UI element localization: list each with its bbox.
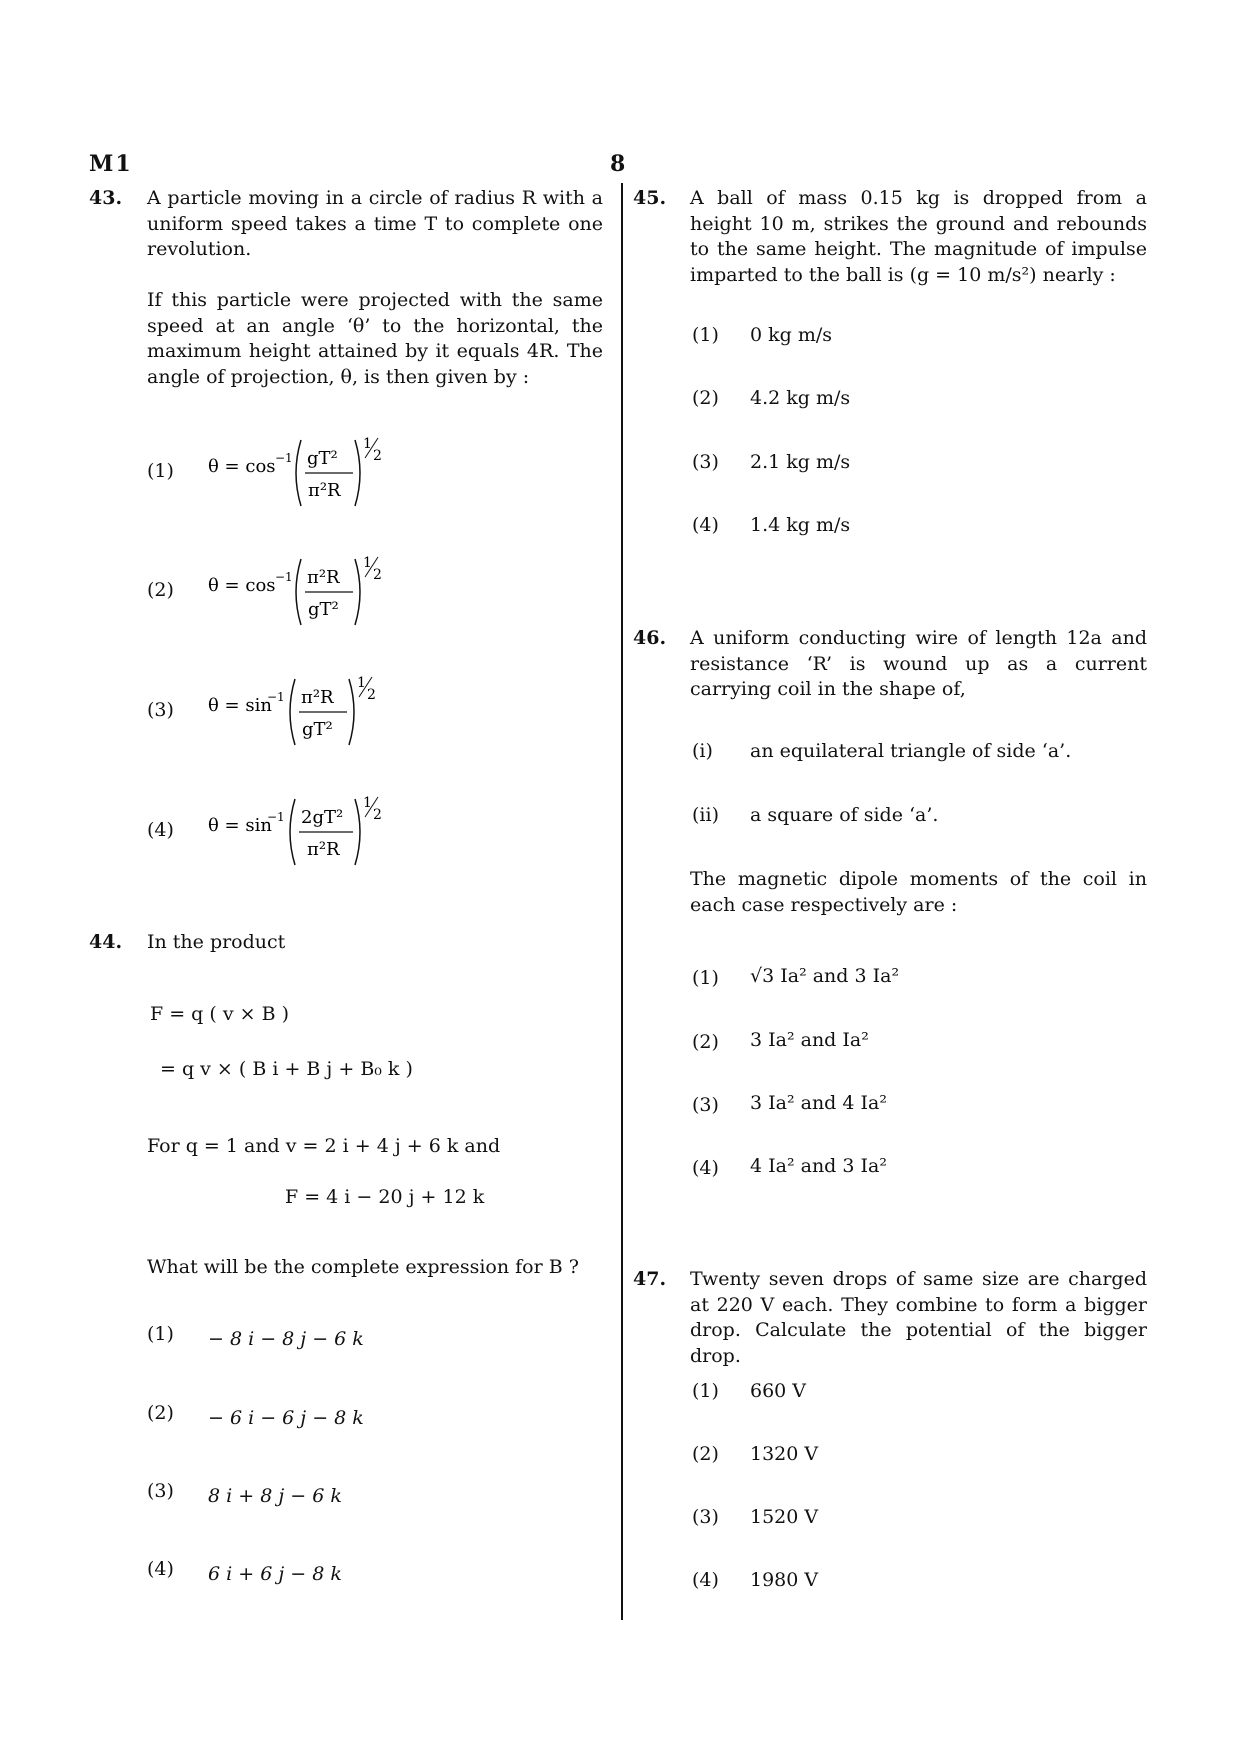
option-text: − 8 i − 8 j − 6 k <box>208 1328 364 1350</box>
option-number: (3) <box>692 451 719 473</box>
svg-text:1: 1 <box>357 675 366 691</box>
q44-equation-1: F = q ( v × B ) <box>150 1003 289 1025</box>
option-number: (1) <box>692 1380 719 1402</box>
option-number: (1) <box>147 1323 174 1345</box>
option-text: 4 Ia² and 3 Ia² <box>750 1155 887 1177</box>
q43-option-4-formula <box>205 787 405 877</box>
q43-option-3-formula <box>205 667 405 757</box>
lhs: θ = cos <box>208 456 276 477</box>
column-divider <box>621 183 623 1620</box>
q43-option-1-formula <box>205 428 405 518</box>
svg-text:θ = sin: θ = sin <box>208 695 272 716</box>
q43-number: 43. <box>89 187 123 209</box>
q47-stem: Twenty seven drops of same size are charged at 220 V each. They combine to form a bigger drop. Calculate the potential of the bigger drop. <box>690 1268 1147 1367</box>
option-text: 8 i + 8 j − 6 k <box>208 1485 342 1507</box>
svg-text:−1: −1 <box>275 451 293 465</box>
q44-number: 44. <box>89 931 123 953</box>
svg-text:2: 2 <box>373 567 382 583</box>
svg-text:θ = cos: θ = cos <box>208 575 276 596</box>
option-number: (3) <box>147 1480 174 1502</box>
svg-text:π²R: π²R <box>307 567 340 588</box>
denominator: π²R <box>308 480 341 501</box>
svg-text:−1: −1 <box>267 690 285 704</box>
option-text: − 6 i − 6 j − 8 k <box>208 1407 364 1429</box>
svg-text:gT²: gT² <box>308 599 339 620</box>
option-text: √3 Ia² and 3 Ia² <box>750 965 900 987</box>
q44-question: What will be the complete expression for B ? <box>147 1256 579 1278</box>
option-text: 4.2 kg m/s <box>750 387 851 409</box>
svg-text:−1: −1 <box>267 810 285 824</box>
option-text: 1320 V <box>750 1443 819 1465</box>
option-text: 1520 V <box>750 1506 819 1528</box>
svg-text:1: 1 <box>363 555 372 571</box>
option-number: (1) <box>692 967 719 989</box>
q45-stem: A ball of mass 0.15 kg is dropped from a height 10 m, strikes the ground and rebounds to the same height. The magnitude of impulse imparted to the ball is (g = 10 m/s²) nearly : <box>690 187 1147 286</box>
numerator: gT² <box>307 448 338 469</box>
item-text: a square of side ‘a’. <box>750 804 939 826</box>
q44-given-1: For q = 1 and v = 2 i + 4 j + 6 k and <box>147 1135 501 1157</box>
q43-stem: A particle moving in a circle of radius R with a uniform speed takes a time T to complete one revolution. <box>147 187 603 260</box>
option-number: (4) <box>147 819 174 841</box>
option-number: (2) <box>147 579 174 601</box>
svg-text:2: 2 <box>367 687 376 703</box>
option-text: 0 kg m/s <box>750 324 833 346</box>
svg-text:2: 2 <box>373 807 382 823</box>
q44-stem: In the product <box>147 931 286 953</box>
option-number: (2) <box>692 1031 719 1053</box>
svg-text:1: 1 <box>363 436 372 452</box>
option-number: (2) <box>692 1443 719 1465</box>
option-number: (4) <box>692 514 719 536</box>
page-number: 8 <box>610 151 626 177</box>
q46-number: 46. <box>633 627 667 649</box>
q46-stem-2: The magnetic dipole moments of the coil in each case respectively are : <box>690 868 1147 916</box>
option-number: (4) <box>692 1157 719 1179</box>
q46-stem: A uniform conducting wire of length 12a and resistance ‘R’ is wound up as a current carrying coil in the shape of, <box>690 627 1147 700</box>
q47-number: 47. <box>633 1268 667 1290</box>
q44-given-2: F = 4 i − 20 j + 12 k <box>285 1186 485 1208</box>
svg-text:π²R: π²R <box>307 839 340 860</box>
svg-text:π²R: π²R <box>301 687 334 708</box>
q43-stem-2: If this particle were projected with the same speed at an angle ‘θ’ to the horizontal, the maximum height attained by it equals 4R. The angle of projection, θ, is then given by : <box>147 289 603 388</box>
q44-equation-2: = q v × ( B i + B j + B₀ k ) <box>160 1058 413 1080</box>
item-text: an equilateral triangle of side ‘a’. <box>750 740 1072 762</box>
svg-text:gT²: gT² <box>302 719 333 740</box>
paper-code: M1 <box>89 151 133 177</box>
q43-option-2-formula <box>205 547 405 637</box>
option-text: 3 Ia² and Ia² <box>750 1029 869 1051</box>
option-number: (3) <box>692 1506 719 1528</box>
option-number: (1) <box>692 324 719 346</box>
svg-text:1: 1 <box>363 795 372 811</box>
option-text: 2.1 kg m/s <box>750 451 851 473</box>
svg-text:−1: −1 <box>275 570 293 584</box>
q45-number: 45. <box>633 187 667 209</box>
svg-text:θ = sin: θ = sin <box>208 815 272 836</box>
option-number: (3) <box>692 1094 719 1116</box>
option-text: 1.4 kg m/s <box>750 514 851 536</box>
option-number: (4) <box>147 1558 174 1580</box>
option-text: 660 V <box>750 1380 807 1402</box>
option-number: (3) <box>147 699 174 721</box>
option-number: (1) <box>147 460 174 482</box>
option-number: (2) <box>692 387 719 409</box>
option-number: (2) <box>147 1402 174 1424</box>
option-text: 3 Ia² and 4 Ia² <box>750 1092 887 1114</box>
svg-text:2gT²: 2gT² <box>301 807 344 828</box>
option-number: (4) <box>692 1569 719 1591</box>
option-text: 1980 V <box>750 1569 819 1591</box>
option-text: 6 i + 6 j − 8 k <box>208 1563 342 1585</box>
svg-text:2: 2 <box>373 448 382 464</box>
item-number: (i) <box>692 740 713 762</box>
item-number: (ii) <box>692 804 719 826</box>
